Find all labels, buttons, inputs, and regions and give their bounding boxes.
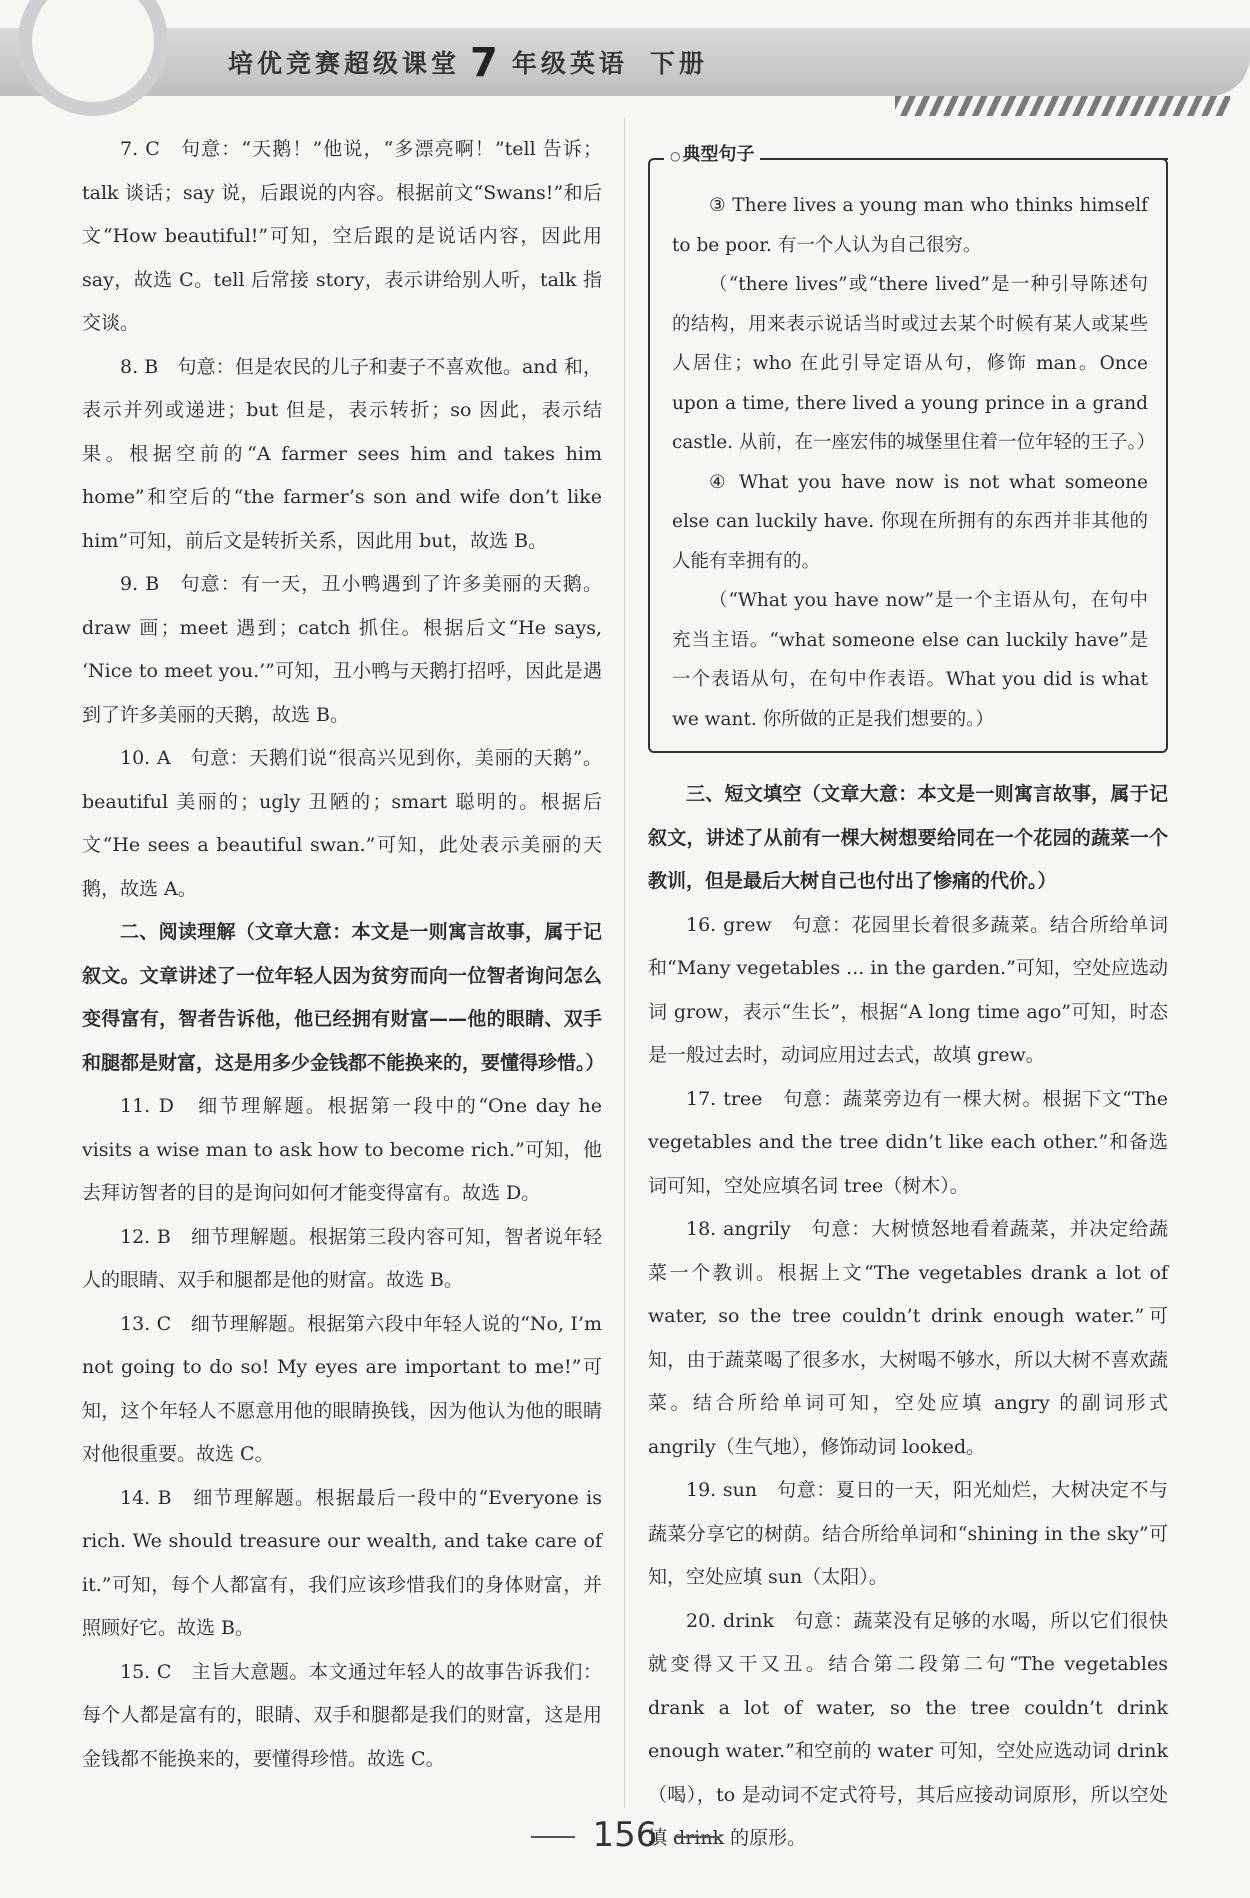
book-title-prefix: 培优竞赛超级课堂 [228,49,461,78]
header-stripes-decoration [895,96,1230,116]
typical-sentences-label: ○ 典型句子 [664,140,760,171]
left-column [82,128,605,1781]
answer-paragraph: 9. B 句意：有一天，丑小鸭遇到了许多美丽的天鹅。draw 画；meet 遇到；catch 抓住。根据后文“He says, ‘Nice to meet you.’”可知，丑小鸭与天鹅打招呼，因此是遇到了许多美丽的天鹅，故选 B。 [82,573,602,726]
answer-paragraph: 18. angrily 句意：大树愤怒地看着蔬菜，并决定给蔬菜一个教训。根据上文“The vegetables drank a lot of water, so the tree couldn’t drink enough water.”可知，由于蔬菜喝了很多水，大树喝不够水，所以大树不喜欢蔬菜。结合所给单词可知，空处应填 angry 的副词形式 angrily（生气地），修饰动词 looked。 [648,1218,1168,1458]
answer-paragraph: 二、阅读理解（文章大意：本文是一则寓言故事，属于记叙文。文章讲述了一位年轻人因为贫穷而向一位智者询问怎么变得富有，智者告诉他，他已经拥有财富——他的眼睛、双手和腿都是财富，这是用多少金钱都不能换来的，要懂得珍惜。） [82,921,605,1074]
answer-paragraph: 14. B 细节理解题。根据最后一段中的“Everyone is rich. We should treasure our wealth, and take care of it.”可知，每个人都富有，我们应该珍惜我们的身体财富，并照顾好它。故选 B。 [82,1486,602,1639]
book-title [228,40,708,86]
column-divider [624,118,625,1808]
page-number: 156 [0,1815,1250,1855]
answer-paragraph: 20. drink 句意：蔬菜没有足够的水喝，所以它们很快就变得又干又丑。结合第二段第二句“The vegetables drank a lot of water, so the tree couldn’t drink enough water.”和空前的 water 可知，空处应选动词 drink（喝），to 是动词不定式符号，其后应接动词原形，所以空处填 drink 的原形。 [648,1609,1168,1849]
answer-paragraph: 10. A 句意：天鹅们说“很高兴见到你，美丽的天鹅”。beautiful 美丽的；ugly 丑陋的；smart 聪明的。根据后文“He sees a beautiful swan.”可知，此处表示美丽的天鹅，故选 A。 [82,747,602,900]
typical-sentences-box [648,144,1168,753]
answer-paragraph: （“there lives”或“there lived”是一种引导陈述句的结构，用来表示说话当时或过去某个时候有某人或某些人居住；who 在此引导定语从句，修饰 man。Once upon a time, there lived a young prince in a grand castle. 从前，在一座宏伟的城堡里住着一位年轻的王子。） [672,274,1156,453]
answer-paragraph: 16. grew 句意：花园里长着很多蔬菜。结合所给单词和“Many vegetables ... in the garden.”可知，空处应选动词 grow，表示“生长”，根据“A long time ago”可知，时态是一般过去时，动词应用过去式，故填 grew。 [648,913,1168,1066]
answer-paragraph: 12. B 细节理解题。根据第三段内容可知，智者说年轻人的眼睛、双手和腿都是他的财富。故选 B。 [82,1225,602,1291]
page-header [0,0,1250,118]
book-volume: 下册 [649,49,708,78]
answer-paragraph: ④ What you have now is not what someone else can luckily have. 你现在所拥有的东西并非其他的人能有幸拥有的。 [672,471,1148,572]
answer-paragraph: 15. C 主旨大意题。本文通过年轻人的故事告诉我们：每个人都是富有的，眼睛、双手和腿都是我们的财富，这是用金钱都不能换来的，要懂得珍惜。故选 C。 [82,1660,602,1770]
answer-paragraph: 19. sun 句意：夏日的一天，阳光灿烂，大树决定不与蔬菜分享它的树荫。结合所给单词和“shining in the sky”可知，空处应填 sun（太阳）。 [648,1479,1168,1588]
answer-paragraph: 8. B 句意：但是农民的儿子和妻子不喜欢他。and 和，表示并列或递进；but 但是，表示转折；so 因此，表示结果。根据空前的“A farmer sees him and takes him home”和空后的“the farmer’s son and wife don’t like him”可知，前后文是转折关系，因此用 but，故选 B。 [82,355,602,552]
right-column [648,128,1168,1861]
book-grade: 7 [470,40,502,86]
book-subject: 年级英语 [511,49,628,78]
answer-paragraph: 17. tree 句意：蔬菜旁边有一棵大树。根据下文“The vegetables and the tree didn’t like each other.”和备选词可知，空处应填名词 tree（树木）。 [648,1087,1168,1197]
answer-paragraph: 7. C 句意：“天鹅！”他说，“多漂亮啊！”tell 告诉；talk 谈话；say 说，后跟说的内容。根据前文“Swans!”和后文“How beautiful!”可知，空后跟的是说话内容，因此用 say，故选 C。tell 后常接 story，表示讲给别人听，talk 指交谈。 [82,138,602,334]
answer-paragraph: ③ There lives a young man who thinks himself to be poor. 有一个人认为自己很穷。 [672,195,1148,256]
answer-paragraph: （“What you have now”是一个主语从句，在句中充当主语。“what someone else can luckily have”是一个表语从句，在句中作表语。What you did is what we want. 你所做的正是我们想要的。） [672,590,1148,730]
answer-paragraph: 13. C 细节理解题。根据第六段中年轻人说的“No, I’m not going to do so! My eyes are important to me!”可知，这个年轻人不愿意用他的眼睛换钱，因为他认为他的眼睛对他很重要。故选 C。 [82,1312,602,1465]
box-top-rule [810,158,1168,160]
answer-paragraph: 三、短文填空（文章大意：本文是一则寓言故事，属于记叙文，讲述了从前有一棵大树想要给同在一个花园的蔬菜一个教训，但是最后大树自己也付出了惨痛的代价。） [648,783,1168,892]
header-circle-decoration [18,0,168,116]
answer-paragraph: 11. D 细节理解题。根据第一段中的“One day he visits a wise man to ask how to become rich.”可知，他去拜访智者的目的是询问如何才能变得富有。故选 D。 [82,1095,602,1204]
